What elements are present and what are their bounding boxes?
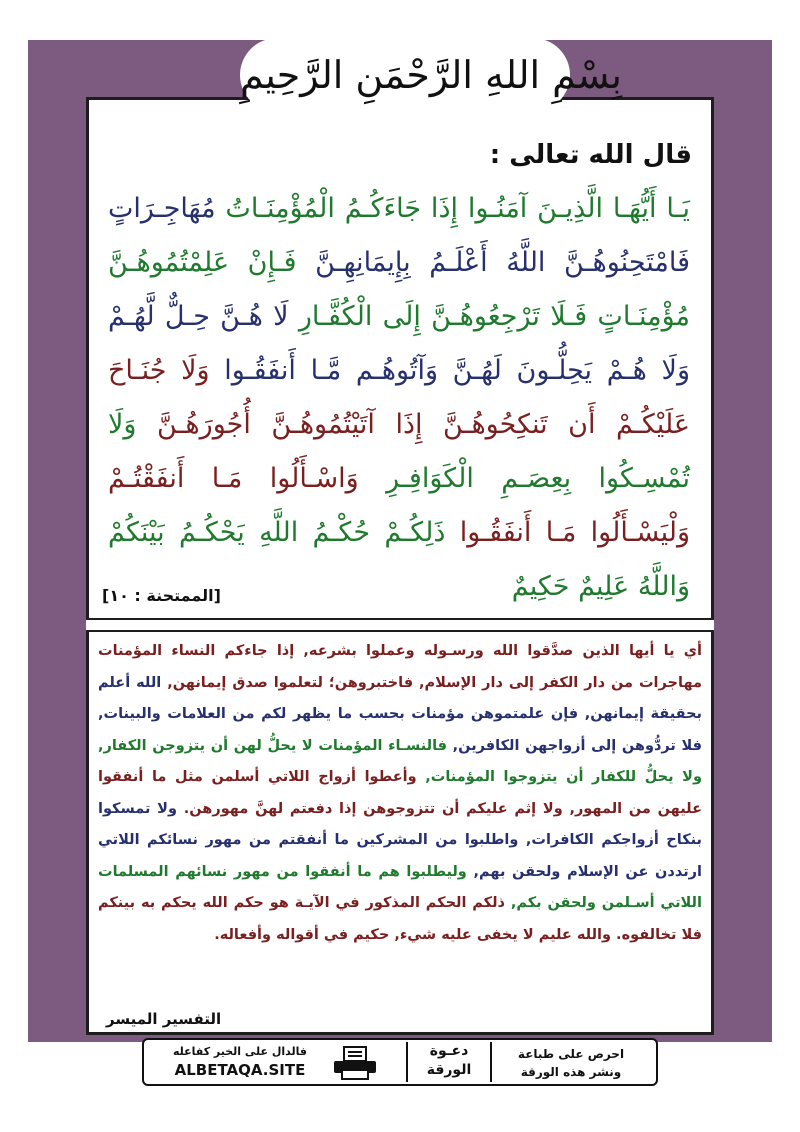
section-divider: [86, 618, 714, 632]
footer-website[interactable]: ALBETAQA.SITE: [174, 1061, 306, 1079]
dawat-alwaraqa-logo: [406, 1042, 492, 1082]
printer-icon: [332, 1046, 378, 1080]
quran-section: [96, 120, 704, 620]
logo-line-2: الورقة: [426, 1062, 472, 1078]
tafsir-segment: الله أعلم بحقيقة إيمانهن, فإن علمتموهن مؤمنات بحسب ما يظهر لكم من العلامات والبينات, فلا تردُّوهن إلى أزواجهن الكافرين,: [98, 674, 703, 754]
footer-print-note: [496, 1045, 646, 1081]
print-note-line-2: ونشر هذه الورقة: [520, 1065, 622, 1079]
tafsir-segment: ولا تمسكوا بنكاح أزواجكم الكافرات, واطلبوا من المشركين ما أنفقتم من مهور نسائكم اللاتي ارتددن عن الإسلام ولحقن بهم,: [98, 800, 702, 880]
tafsir-segment: فالنسـاء المؤمنات لا يحلُّ لهن أن يتزوجن الكفار, ولا يحلُّ للكفار أن يتزوجوا المؤمنات,: [98, 737, 702, 785]
surah-reference: [الممتحنة : ١٠]: [102, 586, 221, 605]
quran-verse: [108, 182, 690, 614]
tafsir-segment: أي يا أيها الذين صدَّقوا الله ورسـوله وعملوا بشرعه, إذا جاءكم النساء المؤمنات مهاجرات من دار الكفر إلى دار الإسلام, فاختبروهن؛ لتعلموا صدق إيمانهن,: [98, 643, 702, 691]
verse-segment: فَـإِنْ عَلِمْتُمُوهُـنَّ مُؤْمِنَـاتٍ فَـلَا تَرْجِعُوهُـنَّ إِلَى الْكُفَّـارِ: [108, 247, 690, 332]
logo-line-1: دعـوة: [429, 1043, 469, 1059]
print-note-line-1: احرص على طباعة: [517, 1047, 625, 1061]
tafsir-segment: ذلكم الحكم المذكور في الآيـة هو حكم الله يحكم به بينكم فلا تخالفوه. والله عليم لا يخفى عليه شيء, حكيم في أقواله وأفعاله.: [98, 895, 702, 943]
tafsir-source: التفسير الميسر: [106, 1010, 222, 1028]
verse-segment: لَا هُـنَّ حِـلٌّ لَّهُـمْ وَلَا هُـمْ يَحِلُّـونَ لَهُـنَّ وَآتُوهُـم مَّـا أَنفَقُـوا: [108, 301, 690, 386]
verse-segment: ذَلِكُـمْ حُكْـمُ اللَّهِ يَحْكُـمُ بَيْنَكُمْ وَاللَّهُ عَلِيمٌ حَكِيمٌ: [108, 517, 690, 602]
tafsir-segment: وليطلبوا هم ما أنفقوا من مهور نسائهم المسلمات اللاتي أسـلمن ولحقن بكم,: [98, 863, 702, 911]
verse-segment: مُهَاجِـرَاتٍ فَامْتَحِنُوهُـنَّ اللَّهُ أَعْلَـمُ بِإِيمَانِهِـنَّ: [108, 193, 690, 278]
tafsir-text: [98, 636, 702, 951]
verse-segment: يَـا أَيُّهَـا الَّذِيـنَ آمَنُـوا إِذَا جَاءَكُـمُ الْمُؤْمِنَـاتُ: [215, 193, 690, 224]
footer-website-block: [156, 1044, 324, 1080]
verse-segment: وَاسْـأَلُوا مَـا أَنفَقْتُـمْ وَلْيَسْـأَلُوا مَـا أَنفَقُـوا: [108, 463, 690, 548]
heading: قال الله تعالى :: [489, 140, 692, 170]
basmala-header: بِسْمِ اللهِ الرَّحْمَنِ الرَّحِيمِ: [240, 38, 570, 112]
verse-segment: وَلَا جُنَـاحَ عَلَيْكُـمْ أَن تَنكِحُوهُـنَّ إِذَا آتَيْتُمُوهُـنَّ أُجُورَهُـنَّ: [108, 355, 690, 440]
footer-motto: فالدال على الخير كفاعله: [172, 1045, 308, 1058]
verse-segment: وَلَا تُمْسِـكُوا بِعِصَـمِ الْكَوَافِـرِ: [108, 409, 690, 494]
tafsir-segment: وأعطوا أزواج اللاتي أسلمن مثل ما أنفقوا عليهن من المهور, ولا إثم عليكم أن تتزوجوهن إذا دفعتم لهنَّ مهورهن.: [98, 769, 702, 817]
footer-banner: [142, 1038, 658, 1086]
